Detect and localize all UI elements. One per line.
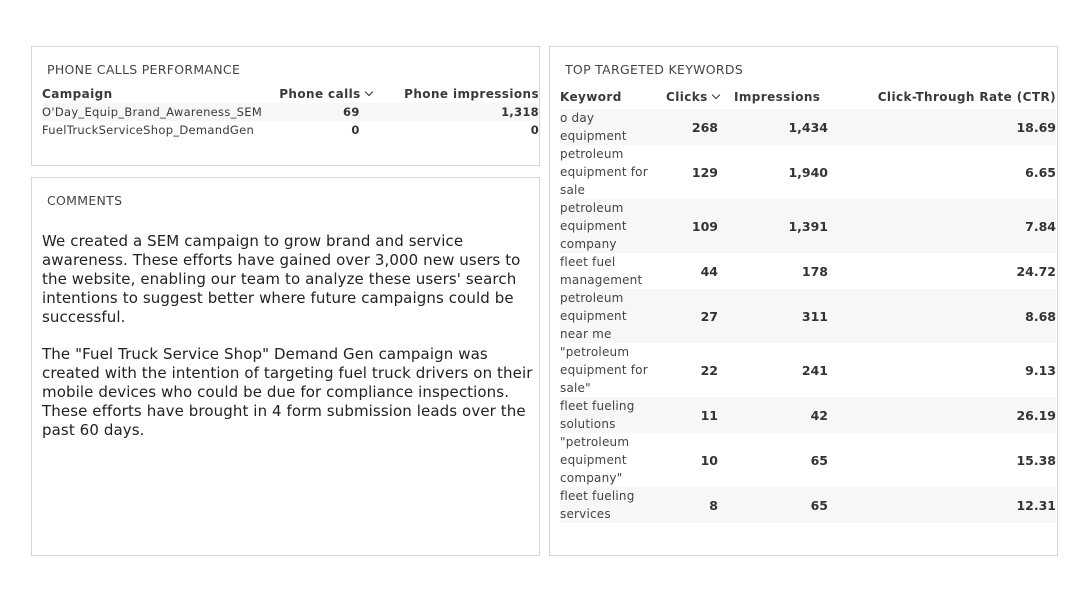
impressions-cell: 1,391 (726, 199, 838, 253)
clicks-cell: 11 (652, 397, 726, 433)
impressions-cell: 178 (801, 263, 828, 279)
impressions-column-header[interactable]: Impressions (734, 90, 821, 104)
ctr-cell: 6.65 (1025, 164, 1056, 180)
impressions-cell: 65 (726, 487, 838, 523)
comment-paragraph: We created a SEM campaign to grow brand and service awareness. These efforts have gained over 3,000 new users to the website, enabling our team to analyze these users' search intentions to suggest better where future campaigns could be successful. (42, 232, 521, 326)
clicks-column-header[interactable]: Clicks (652, 85, 726, 109)
ctr-cell: 18.69 (838, 109, 1056, 145)
chevron-down-icon[interactable] (364, 88, 372, 96)
keyword-cell: fleet fuel management (560, 255, 643, 287)
keyword-cell: "petroleum equipment for sale" (560, 345, 648, 395)
phone-impressions-column-header[interactable]: Phone impressions (404, 87, 539, 101)
keyword-cell: petroleum equipment company (560, 199, 652, 253)
impressions-cell: 1,434 (726, 109, 838, 145)
ctr-cell: 12.31 (838, 487, 1056, 523)
phone-calls-column-header[interactable]: Phone calls (264, 85, 372, 103)
chevron-down-icon[interactable] (711, 91, 719, 99)
clicks-cell: 27 (652, 289, 726, 343)
phone-calls-cell: 0 (351, 123, 360, 137)
clicks-cell: 268 (652, 109, 726, 145)
keyword-cell: o day equipment (560, 109, 652, 145)
ctr-cell: 24.72 (1016, 263, 1056, 279)
keyword-column-header[interactable]: Keyword (560, 90, 622, 104)
keywords-panel (549, 46, 1058, 556)
clicks-cell: 109 (652, 199, 726, 253)
phone-calls-table (42, 85, 539, 139)
comments-title: COMMENTS (47, 193, 123, 208)
campaign-cell: O'Day_Equip_Brand_Awareness_SEM (42, 105, 263, 119)
keywords-title: TOP TARGETED KEYWORDS (565, 62, 744, 77)
table-row (560, 487, 1056, 523)
comments-text (42, 232, 534, 458)
impressions-cell: 311 (726, 289, 838, 343)
comments-panel (31, 177, 540, 556)
table-row (560, 289, 1056, 343)
impressions-cell: 65 (810, 452, 828, 468)
clicks-cell: 22 (700, 362, 718, 378)
comment-paragraph: The "Fuel Truck Service Shop" Demand Gen campaign was created with the intention of targeting fuel truck drivers on their mobile devices who could be due for compliance inspections. These efforts have brought in 4 form submission leads over the past 60 days. (42, 345, 533, 439)
table-row (42, 121, 539, 139)
phone-calls-panel (31, 46, 540, 166)
ctr-cell: 26.19 (838, 397, 1056, 433)
campaign-cell: FuelTruckServiceShop_DemandGen (42, 123, 255, 137)
table-row (560, 145, 1056, 199)
clicks-cell: 8 (652, 487, 726, 523)
phone-calls-cell: 69 (264, 103, 372, 121)
table-row (42, 103, 539, 121)
keyword-cell: fleet fueling services (560, 487, 652, 523)
ctr-cell: 9.13 (1025, 362, 1056, 378)
phone-calls-title: PHONE CALLS PERFORMANCE (47, 62, 241, 77)
keyword-cell: petroleum equipment for sale (560, 147, 648, 197)
impressions-cell: 42 (726, 397, 838, 433)
table-row (560, 397, 1056, 433)
table-row (560, 109, 1056, 145)
phone-impressions-cell: 0 (530, 123, 539, 137)
clicks-cell: 44 (700, 263, 718, 279)
impressions-cell: 1,940 (788, 164, 828, 180)
ctr-cell: 8.68 (838, 289, 1056, 343)
campaign-column-header[interactable]: Campaign (42, 87, 113, 101)
ctr-column-header[interactable]: Click-Through Rate (CTR) (877, 90, 1056, 104)
table-row (560, 343, 1056, 397)
table-row (560, 253, 1056, 289)
clicks-cell: 10 (700, 452, 718, 468)
phone-impressions-cell: 1,318 (372, 103, 539, 121)
keyword-cell: fleet fueling solutions (560, 397, 652, 433)
table-row (560, 433, 1056, 487)
table-row (560, 199, 1056, 253)
ctr-cell: 7.84 (838, 199, 1056, 253)
clicks-cell: 129 (691, 164, 718, 180)
impressions-cell: 241 (801, 362, 828, 378)
ctr-cell: 15.38 (1016, 452, 1056, 468)
keywords-table (560, 85, 1056, 523)
keyword-cell: "petroleum equipment company" (560, 435, 630, 485)
keyword-cell: petroleum equipment near me (560, 289, 652, 343)
